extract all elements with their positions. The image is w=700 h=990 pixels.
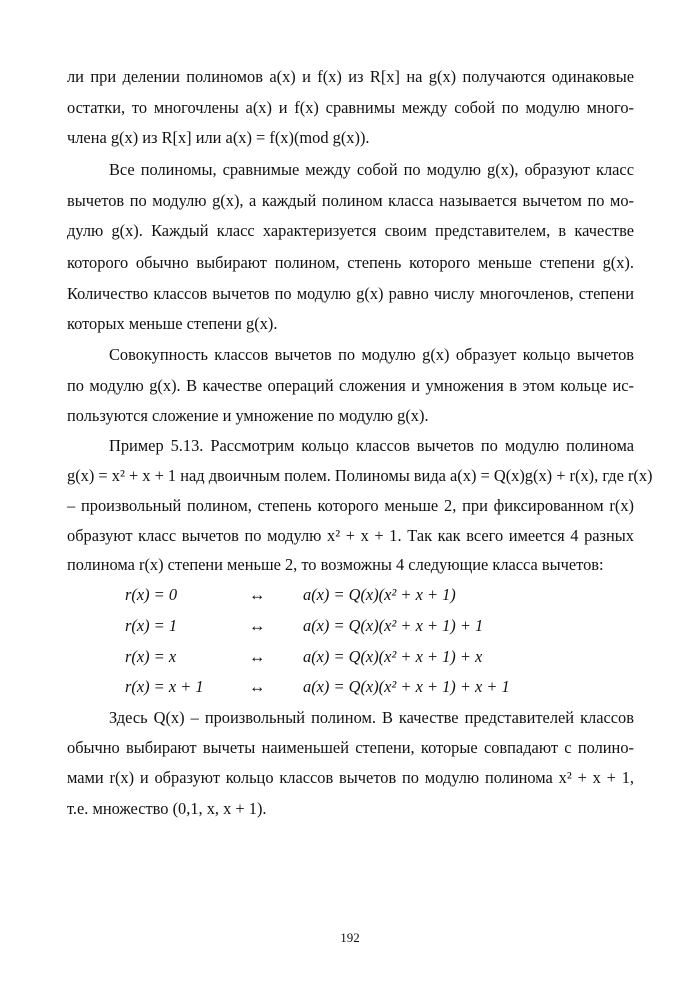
equation-4-left: r(x) = x + 1	[125, 677, 204, 696]
equation-2-right: a(x) = Q(x)(x² + x + 1) + 1	[303, 616, 484, 635]
equation-2-arrow: ↔	[249, 616, 266, 635]
paragraph-5-line-2: обычно выбирают вычеты наименьшей степени, которые совпадают с полино-	[67, 738, 634, 757]
paragraph-5-line-3: мами r(x) и образуют кольцо классов вычетов по модулю полинома x² + x + 1,	[67, 768, 634, 787]
equation-1-right: a(x) = Q(x)(x² + x + 1)	[303, 585, 456, 604]
paragraph-4-line-5: полинома r(x) степени меньше 2, то возможны 4 следующие класса вычетов:	[67, 555, 604, 574]
paragraph-4-line-3: – произвольный полином, степень которого меньше 2, при фиксированном r(x)	[67, 496, 634, 515]
equation-4-arrow: ↔	[249, 677, 266, 696]
equation-1-left: r(x) = 0	[125, 585, 178, 604]
paragraph-2-line-1: Все полиномы, сравнимые между собой по модулю g(x), образуют класс	[109, 160, 634, 179]
equation-3-arrow: ↔	[249, 647, 266, 666]
paragraph-4-line-2: g(x) = x² + x + 1 над двоичным полем. Полиномы вида a(x) = Q(x)g(x) + r(x), где r(x)	[67, 466, 653, 485]
paragraph-4-line-1: Пример 5.13. Рассмотрим кольцо классов вычетов по модулю полинома	[109, 436, 634, 455]
equation-3-left: r(x) = x	[125, 647, 177, 666]
equation-4-right: a(x) = Q(x)(x² + x + 1) + x + 1	[303, 677, 510, 696]
paragraph-1-line-3: члена g(x) из R[x] или a(x) = f(x)(mod g(x)).	[67, 128, 370, 147]
paragraph-1-line-1: ли при делении полиномов a(x) и f(x) из R[x] на g(x) получаются одинаковые	[67, 67, 634, 86]
paragraph-3-line-2: по модулю g(x). В качестве операций сложения и умножения в этом кольце ис-	[67, 376, 634, 395]
paragraph-5-line-1: Здесь Q(x) – произвольный полином. В качестве представителей классов	[109, 708, 634, 727]
paragraph-3-line-3: пользуются сложение и умножение по модулю g(x).	[67, 406, 429, 425]
page-number: 192	[340, 930, 360, 945]
paragraph-2-line-5: Количество классов вычетов по модулю g(x) равно числу многочленов, степени	[67, 284, 634, 303]
paragraph-4-line-4: образуют класс вычетов по модулю x² + x + 1. Так как всего имеется 4 разных	[67, 526, 634, 545]
paragraph-3-line-1: Совокупность классов вычетов по модулю g(x) образует кольцо вычетов	[109, 345, 634, 364]
equation-2-left: r(x) = 1	[125, 616, 178, 635]
equation-3-right: a(x) = Q(x)(x² + x + 1) + x	[303, 647, 483, 666]
paragraph-2-line-4: которого обычно выбирают полином, степень которого меньше степени g(x).	[67, 253, 634, 272]
paragraph-5-line-4: т.е. множество (0,1, x, x + 1).	[67, 799, 267, 818]
paragraph-1-line-2: остатки, то многочлены a(x) и f(x) сравнимы между собой по модулю много-	[67, 98, 634, 117]
paragraph-2-line-6: которых меньше степени g(x).	[67, 314, 278, 333]
paragraph-2-line-2: вычетов по модулю g(x), а каждый полином класса называется вычетом по мо-	[67, 191, 634, 210]
equation-1-arrow: ↔	[249, 585, 266, 604]
paragraph-2-line-3: дулю g(x). Каждый класс характеризуется своим представителем, в качестве	[67, 221, 634, 240]
